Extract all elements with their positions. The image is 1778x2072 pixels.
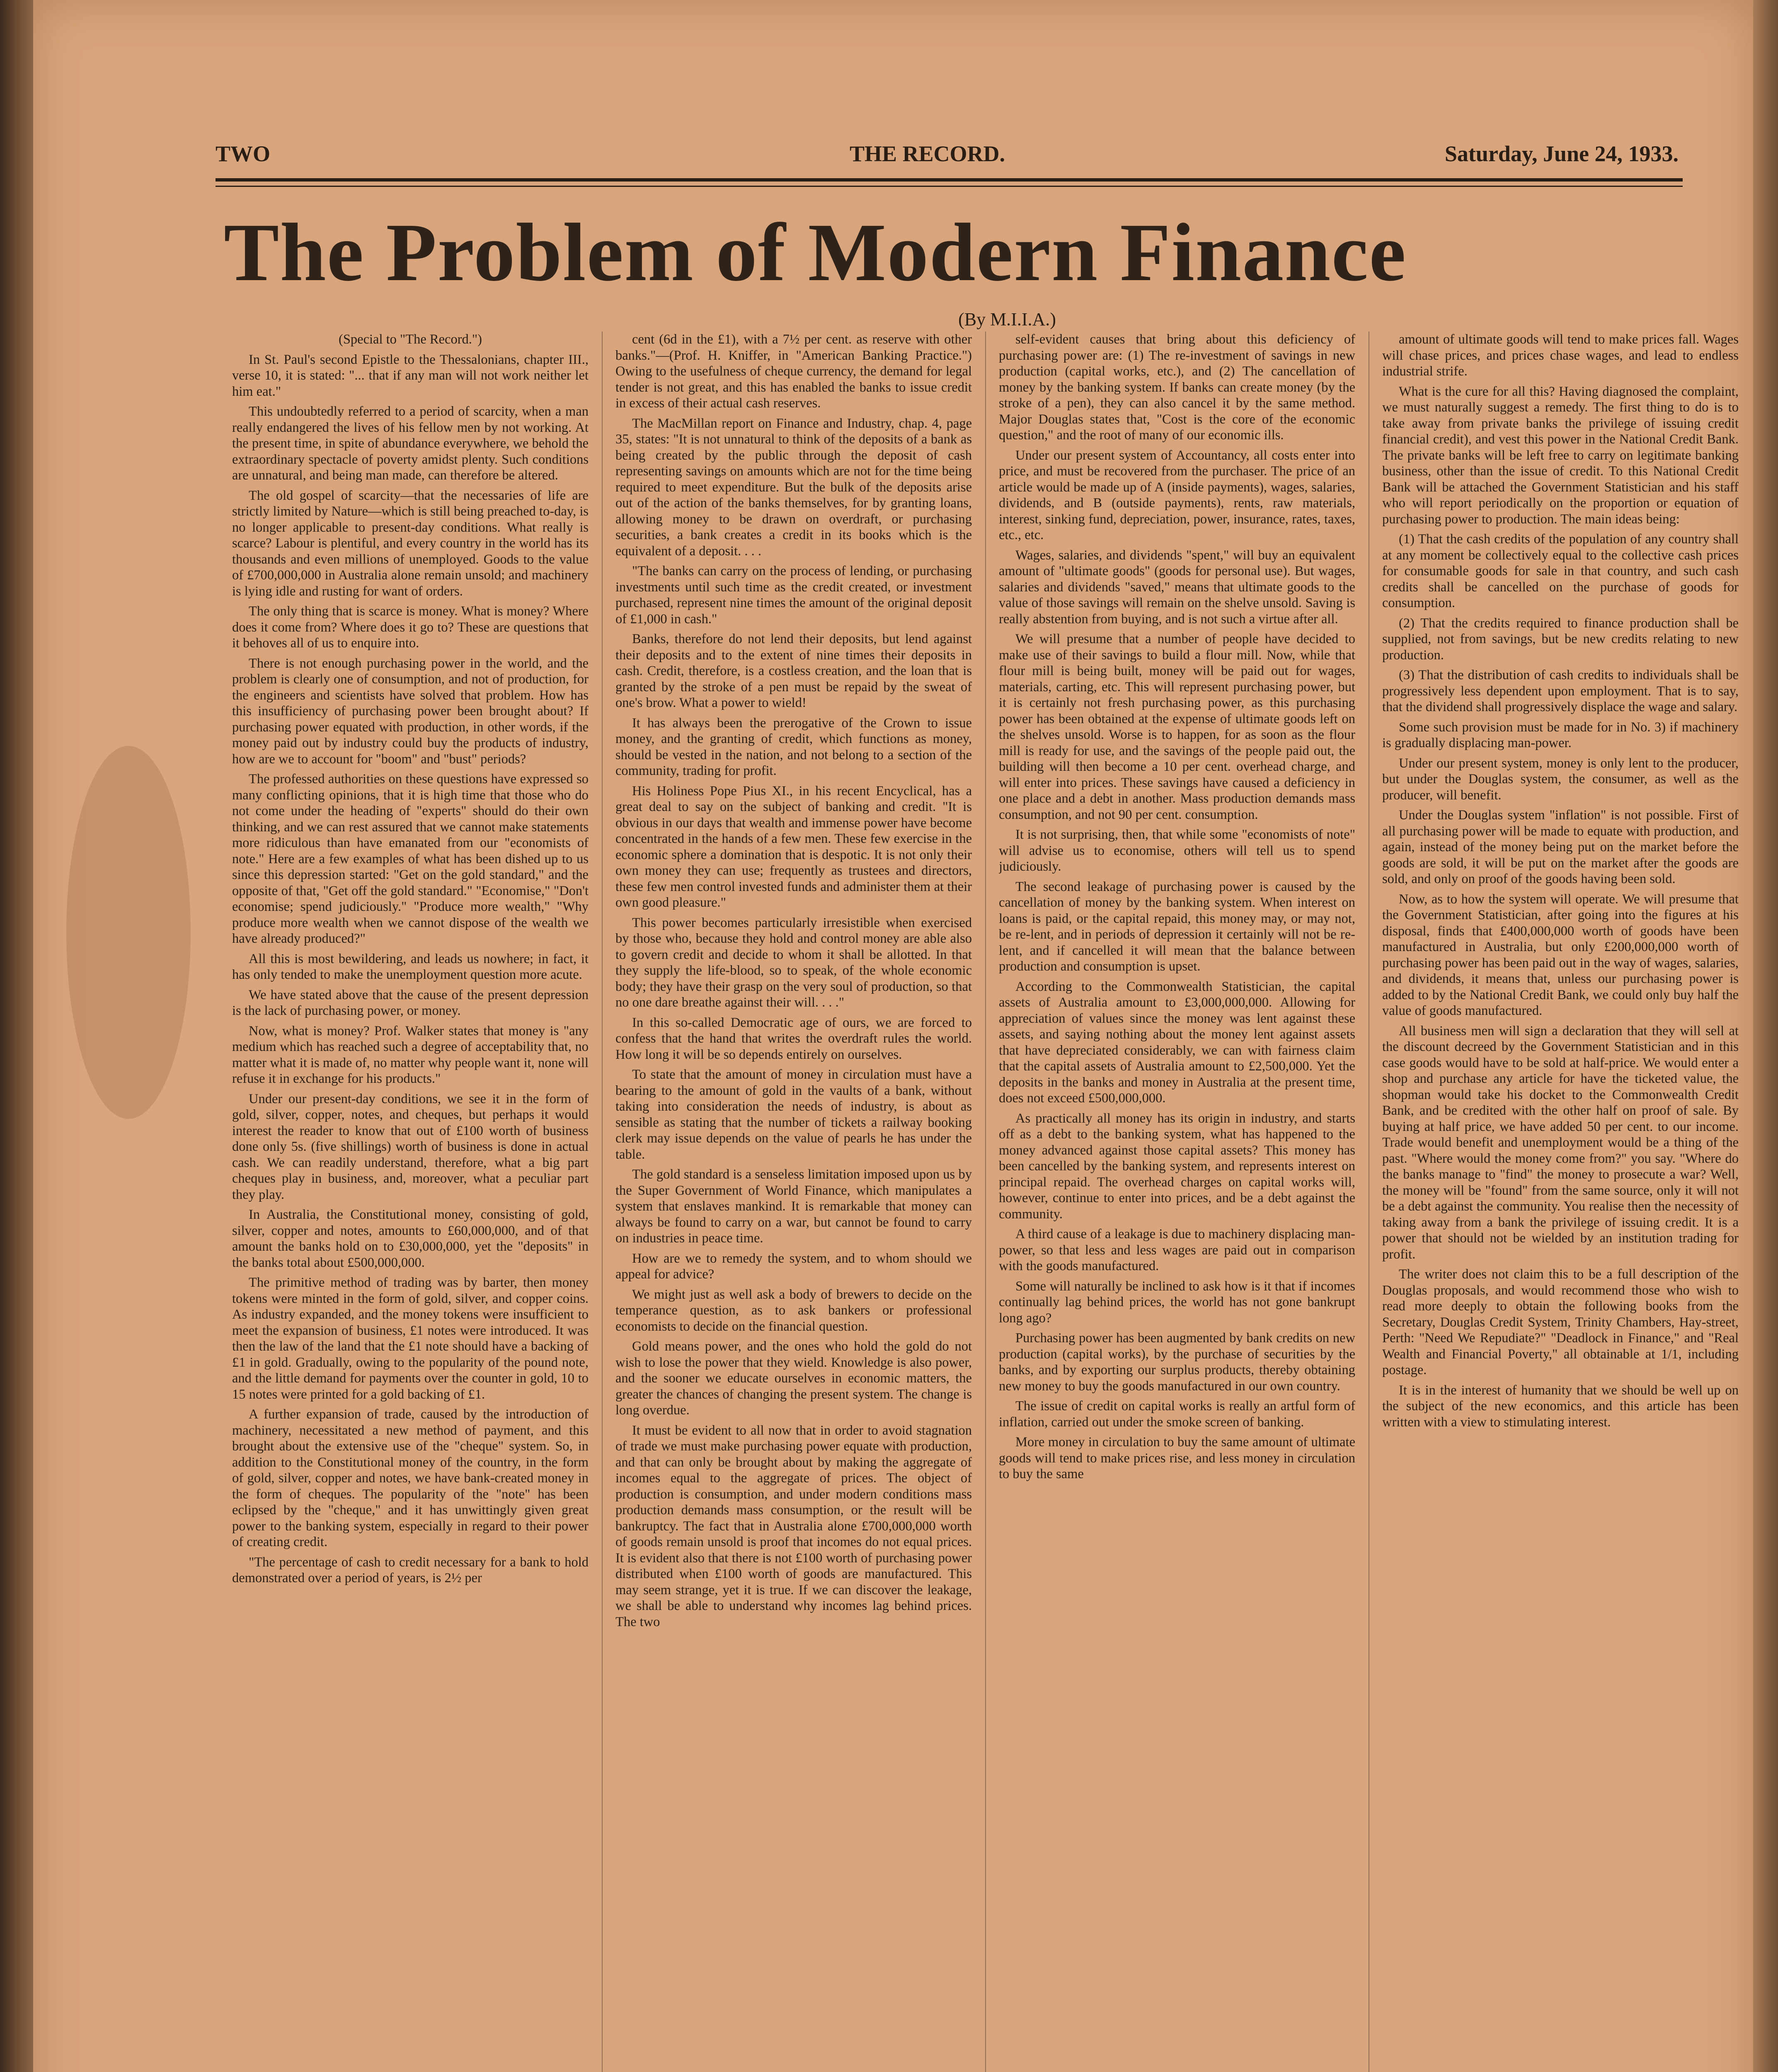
article-paragraph: A further expansion of trade, caused by the introduction of machinery, necessitated a new method of payment, and this brought about the extensive use of the "cheque" system. So, in addition to the Constitutional money of the country, in the form of gold, silver, copper and notes, we have bank-created money in the form of cheques. The popularity of the "note" has been eclipsed by the "cheque," and it has unwittingly given great power to the banking system, especially in regard to their power of creating credit. <box>232 1407 589 1549</box>
article-paragraph: We have stated above that the cause of the present depression is the lack of purchasing power, or money. <box>232 987 589 1018</box>
article-paragraph: In Australia, the Constitutional money, consisting of gold, silver, copper and notes, amounts to £60,000,000, and of that amount the banks hold on to £30,000,000, yet the "deposits" in the banks total about £500,000,000. <box>232 1207 589 1270</box>
article-paragraph: It has always been the prerogative of the Crown to issue money, and the granting of credit, which functions as money, should be vested in the nation, and not belong to a section of the community, trading for profit. <box>615 715 972 778</box>
article-paragraph: In this so-called Democratic age of ours, we are forced to confess that the hand that writes the overdraft rules the world. How long it will be so depends entirely on ourselves. <box>615 1015 972 1062</box>
article-paragraph: The old gospel of scarcity—that the necessaries of life are strictly limited by Nature—which is still being preached to-day, is no longer applicable to present-day conditions. What really is scarce? Labour is plentiful, and every country in the world has its thousands and even millions of unemployed. Goods to the value of £700,000,000 in Australia alone remain unsold; and machinery is lying idle and rusting for want of orders. <box>232 488 589 599</box>
article-paragraph: All business men will sign a declaration that they will sell at the discount decreed by the Government Statistician and in this case goods would have to be sold at half-price. We would enter a shop and purchase any article for have the ticketed value, the shopman would take his docket to the Commonwealth Credit Bank, and be credited with the other half on proof of sale. By buying at half price, we have added 50 per cent. to our income. Trade would benefit and unemployment would be a thing of the past. "Where would the money come from?" you say. "Where do the banks manage to "find" the money to prosecute a war? Well, the money will be "found" from the same source, only it will not be a debt against the community. You realise then the necessity of taking away from a bank the privilege of issuing credit. It is a power that should not be wielded by an institution trading for profit. <box>1382 1023 1739 1262</box>
header-rule-thin <box>216 186 1683 187</box>
book-binding <box>0 0 33 2072</box>
article-paragraph: The primitive method of trading was by barter, then money tokens were minted in the form of gold, silver, and copper coins. As industry expanded, and the money tokens were insufficient to meet the expansion of business, £1 notes were introduced. It was then the law of the land that the £1 note should have a backing of £1 in gold. Gradually, owing to the popularity of the pound note, and the little demand for payments over the counter in gold, 10 to 15 notes were printed for a gold backing of £1. <box>232 1275 589 1402</box>
article-paragraph: Some will naturally be inclined to ask how is it that if incomes continually lag behind prices, the world has not gone bankrupt long ago? <box>999 1278 1355 1326</box>
article-paragraph: All this is most bewildering, and leads us nowhere; in fact, it has only tended to make the unemployment question more acute. <box>232 951 589 982</box>
issue-date: Saturday, June 24, 1933. <box>1444 141 1679 166</box>
article-paragraph: How are we to remedy the system, and to whom should we appeal for advice? <box>615 1251 972 1282</box>
running-head <box>216 141 1679 170</box>
article-paragraph: It must be evident to all now that in order to avoid stagnation of trade we must make purchasing power equate with production, and that can only be brought about by making the aggregate of incomes equal to the aggregate of prices. The object of production is consumption, and under modern conditions mass production demands mass consumption, or the result will be bankruptcy. The fact that in Australia alone £700,000,000 worth of goods remain unsold is proof that incomes do not equal prices. It is evident also that there is not £100 worth of purchasing power distributed when £100 worth of goods are manufactured. This may seem strange, yet it is true. If we can discover the leakage, we shall be able to understand why incomes lag behind prices. The two <box>615 1423 972 1629</box>
column-rule <box>602 332 603 2072</box>
article-paragraph: (3) That the distribution of cash credits to individuals shall be progressively less dependent upon employment. That is to say, that the dividend shall progressively displace the wage and salary. <box>1382 668 1739 714</box>
article-paragraph: amount of ultimate goods will tend to make prices fall. Wages will chase prices, and prices chase wages, and lead to endless industrial strife. <box>1382 332 1739 379</box>
article-paragraph: There is not enough purchasing power in the world, and the problem is clearly one of consumption, and not of production, for the engineers and scientists have solved that problem. How has this insufficiency of purchasing power been brought about? If purchasing power equated with production, in other words, if the money paid out by industry could buy the products of industry, how are we to account for "boom" and "bust" periods? <box>232 656 589 767</box>
article-paragraph: Some such provision must be made for in No. 3) if machinery is gradually displacing man-power. <box>1382 719 1739 750</box>
article-paragraph: (2) That the credits required to finance production shall be supplied, not from savings, but be new credits relating to new production. <box>1382 615 1739 663</box>
article-paragraph: The MacMillan report on Finance and Industry, chap. 4, page 35, states: "It is not unnatural to think of the deposits of a bank as being created by the public through the deposit of cash representing savings on amounts which are not for the time being required to meet expenditure. But the bulk of the deposits arise out of the action of the banks themselves, for by granting loans, allowing money to be drawn on overdraft, or purchasing securities, a bank creates a credit in its books which is the equivalent of a deposit. . . . <box>615 416 972 559</box>
article-paragraph: It is in the interest of humanity that we should be well up on the subject of the new economics, and this article has been written with a view to stimulating interest. <box>1382 1382 1739 1430</box>
article-paragraph: More money in circulation to buy the same amount of ultimate goods will tend to make prices rise, and less money in circulation to buy the same <box>999 1435 1355 1481</box>
article-paragraph: His Holiness Pope Pius XI., in his recent Encyclical, has a great deal to say on the subject of banking and credit. "It is obvious in our days that wealth and immense power have become concentrated in the hands of a few men. These few exercise in the economic sphere a domination that is despotic. It is not only their own money they can use; frequently as trustees and directors, these few men control invested funds and administer them at their own good pleasure." <box>615 783 972 910</box>
article-paragraph: A third cause of a leakage is due to machinery displacing man-power, so that less and less wages are paid out in comparison with the goods manufactured. <box>999 1227 1355 1273</box>
article-paragraph: As practically all money has its origin in industry, and starts off as a debt to the banking system, what has happened to the money advanced against those capital assets? This money has been cancelled by the banking system, and represents interest on principal repaid. The overhead charges on capital works will, however, continue to enter into prices, and be a debt against the community. <box>999 1111 1355 1222</box>
article-paragraph: Banks, therefore do not lend their deposits, but lend against their deposits and to the extent of nine times their deposits in cash. Credit, therefore, is a costless creation, and the loan that is granted by the stroke of a pen must be repaid by the sweat of one's brow. What a power to wield! <box>615 632 972 710</box>
article-paragraph: The writer does not claim this to be a full description of the Douglas proposals, and would recommend those who wish to read more deeply to obtain the following books from the Secretary, Douglas Credit System, Trinity Chambers, Hay-street, Perth: "Need We Repudiate?" "Deadlock in Finance," and "Real Wealth and Financial Poverty," all obtainable at 1/1, including postage. <box>1382 1267 1739 1377</box>
article-column-2 <box>615 332 972 2072</box>
article-column-4 <box>1382 332 1739 2072</box>
article-paragraph: The issue of credit on capital works is really an artful form of inflation, carried out under the smoke screen of banking. <box>999 1399 1355 1430</box>
page-number: TWO <box>216 141 271 166</box>
article-paragraph: Under the Douglas system "inflation" is not possible. First of all purchasing power will be made to equate with production, and again, instead of the money being put on the market before the goods are sold, it will be put on the market after the goods are sold, and only on proof of the goods having been sold. <box>1382 808 1739 886</box>
article-byline: (By M.I.I.A.) <box>958 309 1056 329</box>
article-paragraph: Now, as to how the system will operate. We will presume that the Government Statistician, after going into the figures at his disposal, finds that £400,000,000 worth of goods have been manufactured in Australia, but only £200,000,000 worth of purchasing power has been paid out in the way of wages, salaries, and dividends, it means that, unless our purchasing power is added to by the National Credit Bank, we could only buy half the value of goods manufactured. <box>1382 891 1739 1018</box>
article-paragraph: The second leakage of purchasing power is caused by the cancellation of money by the banking system. When interest on loans is paid, or the capital repaid, this money may, or may not, be re-lent, and in periods of depression it certainly will not be re-lent, and if cancelled it will mean that the balance between production and consumption is upset. <box>999 879 1355 974</box>
article-paragraph: The professed authorities on these questions have expressed so many conflicting opinions, that it is high time that those who do not come under the heading of "experts" should do their own thinking, and we can rest assured that we cannot make statements more ridiculous than have emanated from our "economists of note." Here are a few examples of what has been dished up to us since this depression started: "Get on the gold standard," and the opposite of that, "Get off the gold standard." "Economise," "Don't economise; spend judiciously." "Produce more wealth," "Why produce more wealth when we cannot dispose of the wealth we have already produced?" <box>232 772 589 946</box>
column-rule <box>985 332 986 2072</box>
article-paragraph: We might just as well ask a body of brewers to decide on the temperance question, as to ask bankers or professional economists to decide on the financial question. <box>615 1287 972 1334</box>
article-columns <box>232 332 1741 2072</box>
article-paragraph: To state that the amount of money in circulation must have a bearing to the amount of gold in the vaults of a bank, without taking into consideration the needs of industry, is about as sensible as stating that the number of tickets a railway booking clerk may issue depends on the value of pearls he has under the table. <box>615 1067 972 1162</box>
article-paragraph: (1) That the cash credits of the population of any country shall at any moment be collectively equal to the collective cash prices for consumable goods for sale in that country, and such cash credits shall be cancelled on the purchase of goods for consumption. <box>1382 532 1739 610</box>
header-rule-thick <box>216 178 1683 182</box>
article-paragraph: cent (6d in the £1), with a 7½ per cent. as reserve with other banks."—(Prof. H. Kniffer, in "American Banking Practice.") Owing to the usefulness of cheque currency, the demand for legal tender is not great, and this has enabled the banks to issue credit in excess of their actual cash reserves. <box>615 332 972 411</box>
article-paragraph: We will presume that a number of people have decided to make use of their savings to build a flour mill. Now, while that flour mill is being built, money will be paid out for wages, materials, carting, etc. This will represent purchasing power, but it is certainly not fresh purchasing power, as this purchasing power has been obtained at the expense of ultimate goods left on the shelves unsold. Worse is to happen, for as soon as the flour mill is ready for use, and the savings of the people paid out, the building will then become a 10 per cent. overhead charge, and will enter into prices. These savings have caused a deficiency in one place and a debt in another. Mass production demands mass consumption, and not 90 per cent. consumption. <box>999 632 1355 822</box>
article-paragraph: "The percentage of cash to credit necessary for a bank to hold demonstrated over a period of years, is 2½ per <box>232 1554 589 1585</box>
article-paragraph: (Special to "The Record.") <box>339 332 482 347</box>
article-paragraph: This power becomes particularly irresistible when exercised by those who, because they hold and control money are able also to govern credit and decide to whom it shall be allotted. In that they supply the life-blood, so to speak, of the whole economic body; they have their grasp on the very soul of production, so that no one dare breathe against their will. . . ." <box>615 915 972 1010</box>
article-paragraph: Now, what is money? Prof. Walker states that money is "any medium which has reached such a degree of acceptability that, no matter what it is made of, no matter why people want it, none will refuse it in exchange for his products." <box>232 1023 589 1086</box>
article-paragraph: What is the cure for all this? Having diagnosed the complaint, we must naturally suggest a remedy. The first thing to do is to take away from private banks the privilege of issuing credit financial credit), and vest this power in the National Credit Bank. The private banks will be left free to carry on legitimate banking business, other than the issue of credit. To this National Credit Bank will be attached the Government Statistician and his staff who will report periodically on the proportion or equation of purchasing power to production. The main ideas being: <box>1382 384 1739 527</box>
article-paragraph: self-evident causes that bring about this deficiency of purchasing power are: (1) The re-investment of savings in new production (capital works, etc.), and (2) The cancellation of money by the banking system. If banks can create money (by the stroke of a pen), they can also cancel it by the same method. Major Douglas states that, "Cost is the core of the economic question," and the root of many of our economic ills. <box>999 332 1355 443</box>
article-paragraph: Gold means power, and the ones who hold the gold do not wish to lose the power that they wield. Knowledge is also power, and the sooner we educate ourselves in economic matters, the greater the chances of changing the present system. The change is long overdue. <box>615 1339 972 1418</box>
article-paragraph: In St. Paul's second Epistle to the Thessalonians, chapter III., verse 10, it is stated: "... that if any man will not work neither let him eat." <box>232 352 589 399</box>
article-paragraph: The gold standard is a senseless limitation imposed upon us by the Super Government of World Finance, which manipulates a system that enslaves mankind. It is remarkable that money can always be found to carry on a war, but cannot be found to carry on industries in peace time. <box>615 1167 972 1246</box>
page-edge <box>1753 0 1778 2072</box>
article-paragraph: Wages, salaries, and dividends "spent," will buy an equivalent amount of "ultimate goods" (goods for personal use). But wages, salaries and dividends "saved," means that ultimate goods to the value of those savings will remain on the shelve unsold. Saving is really abstention from buying, and is not such a virtue after all. <box>999 547 1355 627</box>
article-paragraph: Purchasing power has been augmented by bank credits on new production (capital works), by the purchase of securities by the banks, and by exporting our surplus products, thereby obtaining new money to buy the goods manufactured in our own country. <box>999 1331 1355 1394</box>
article-headline: The Problem of Modern Finance <box>224 207 1407 298</box>
paper-stain <box>66 746 191 1119</box>
article-paragraph: The only thing that is scarce is money. What is money? Where does it come from? Where does it go to? These are questions that it behoves all of us to enquire into. <box>232 604 589 651</box>
article-column-3 <box>999 332 1355 2072</box>
article-paragraph: Under our present system of Accountancy, all costs enter into price, and must be recovered from the purchaser. The price of an article would be made up of A (inside payments), wages, salaries, dividends, and B (outside payments), rents, raw materials, interest, sinking fund, depreciation, power, insurance, rates, taxes, etc., etc. <box>999 448 1355 542</box>
paper-name: THE RECORD. <box>850 141 1005 166</box>
article-paragraph: Under our present system, money is only lent to the producer, but under the Douglas system, the consumer, as well as the producer, will benefit. <box>1382 755 1739 803</box>
article-column-1 <box>232 332 589 2072</box>
article-paragraph: "The banks can carry on the process of lending, or purchasing investments until such time as the credit created, or investment purchased, represent nine times the amount of the original deposit of £1,000 in cash." <box>615 564 972 627</box>
article-paragraph: According to the Commonwealth Statistician, the capital assets of Australia amount to £3,000,000,000. Allowing for appreciation of values since the money was lent against these assets, and saying nothing about the money lent against assets that have depreciated considerably, we can with fairness claim that the capital assets of Australia amount to £2,500,000. Yet the deposits in the banks and money in Australia at the present time, does not exceed £500,000,000. <box>999 979 1355 1106</box>
article-paragraph: Under our present-day conditions, we see it in the form of gold, silver, copper, notes, and cheques, but perhaps it would interest the reader to know that out of £100 worth of business done only 5s. (five shillings) worth of business is done in actual cash. We can readily understand, therefore, what a big part cheques play in business, and, moreover, what a peculiar part they play. <box>232 1091 589 1202</box>
article-paragraph: It is not surprising, then, that while some "economists of note" will advise us to economise, others will tell us to spend judiciously. <box>999 827 1355 874</box>
article-paragraph: This undoubtedly referred to a period of scarcity, when a man really endangered the lives of his fellow men by not working. At the present time, in spite of abundance everywhere, we behold the extraordinary spectacle of poverty amidst plenty. Such conditions are unnatural, and being man made, can therefore be altered. <box>232 404 589 483</box>
